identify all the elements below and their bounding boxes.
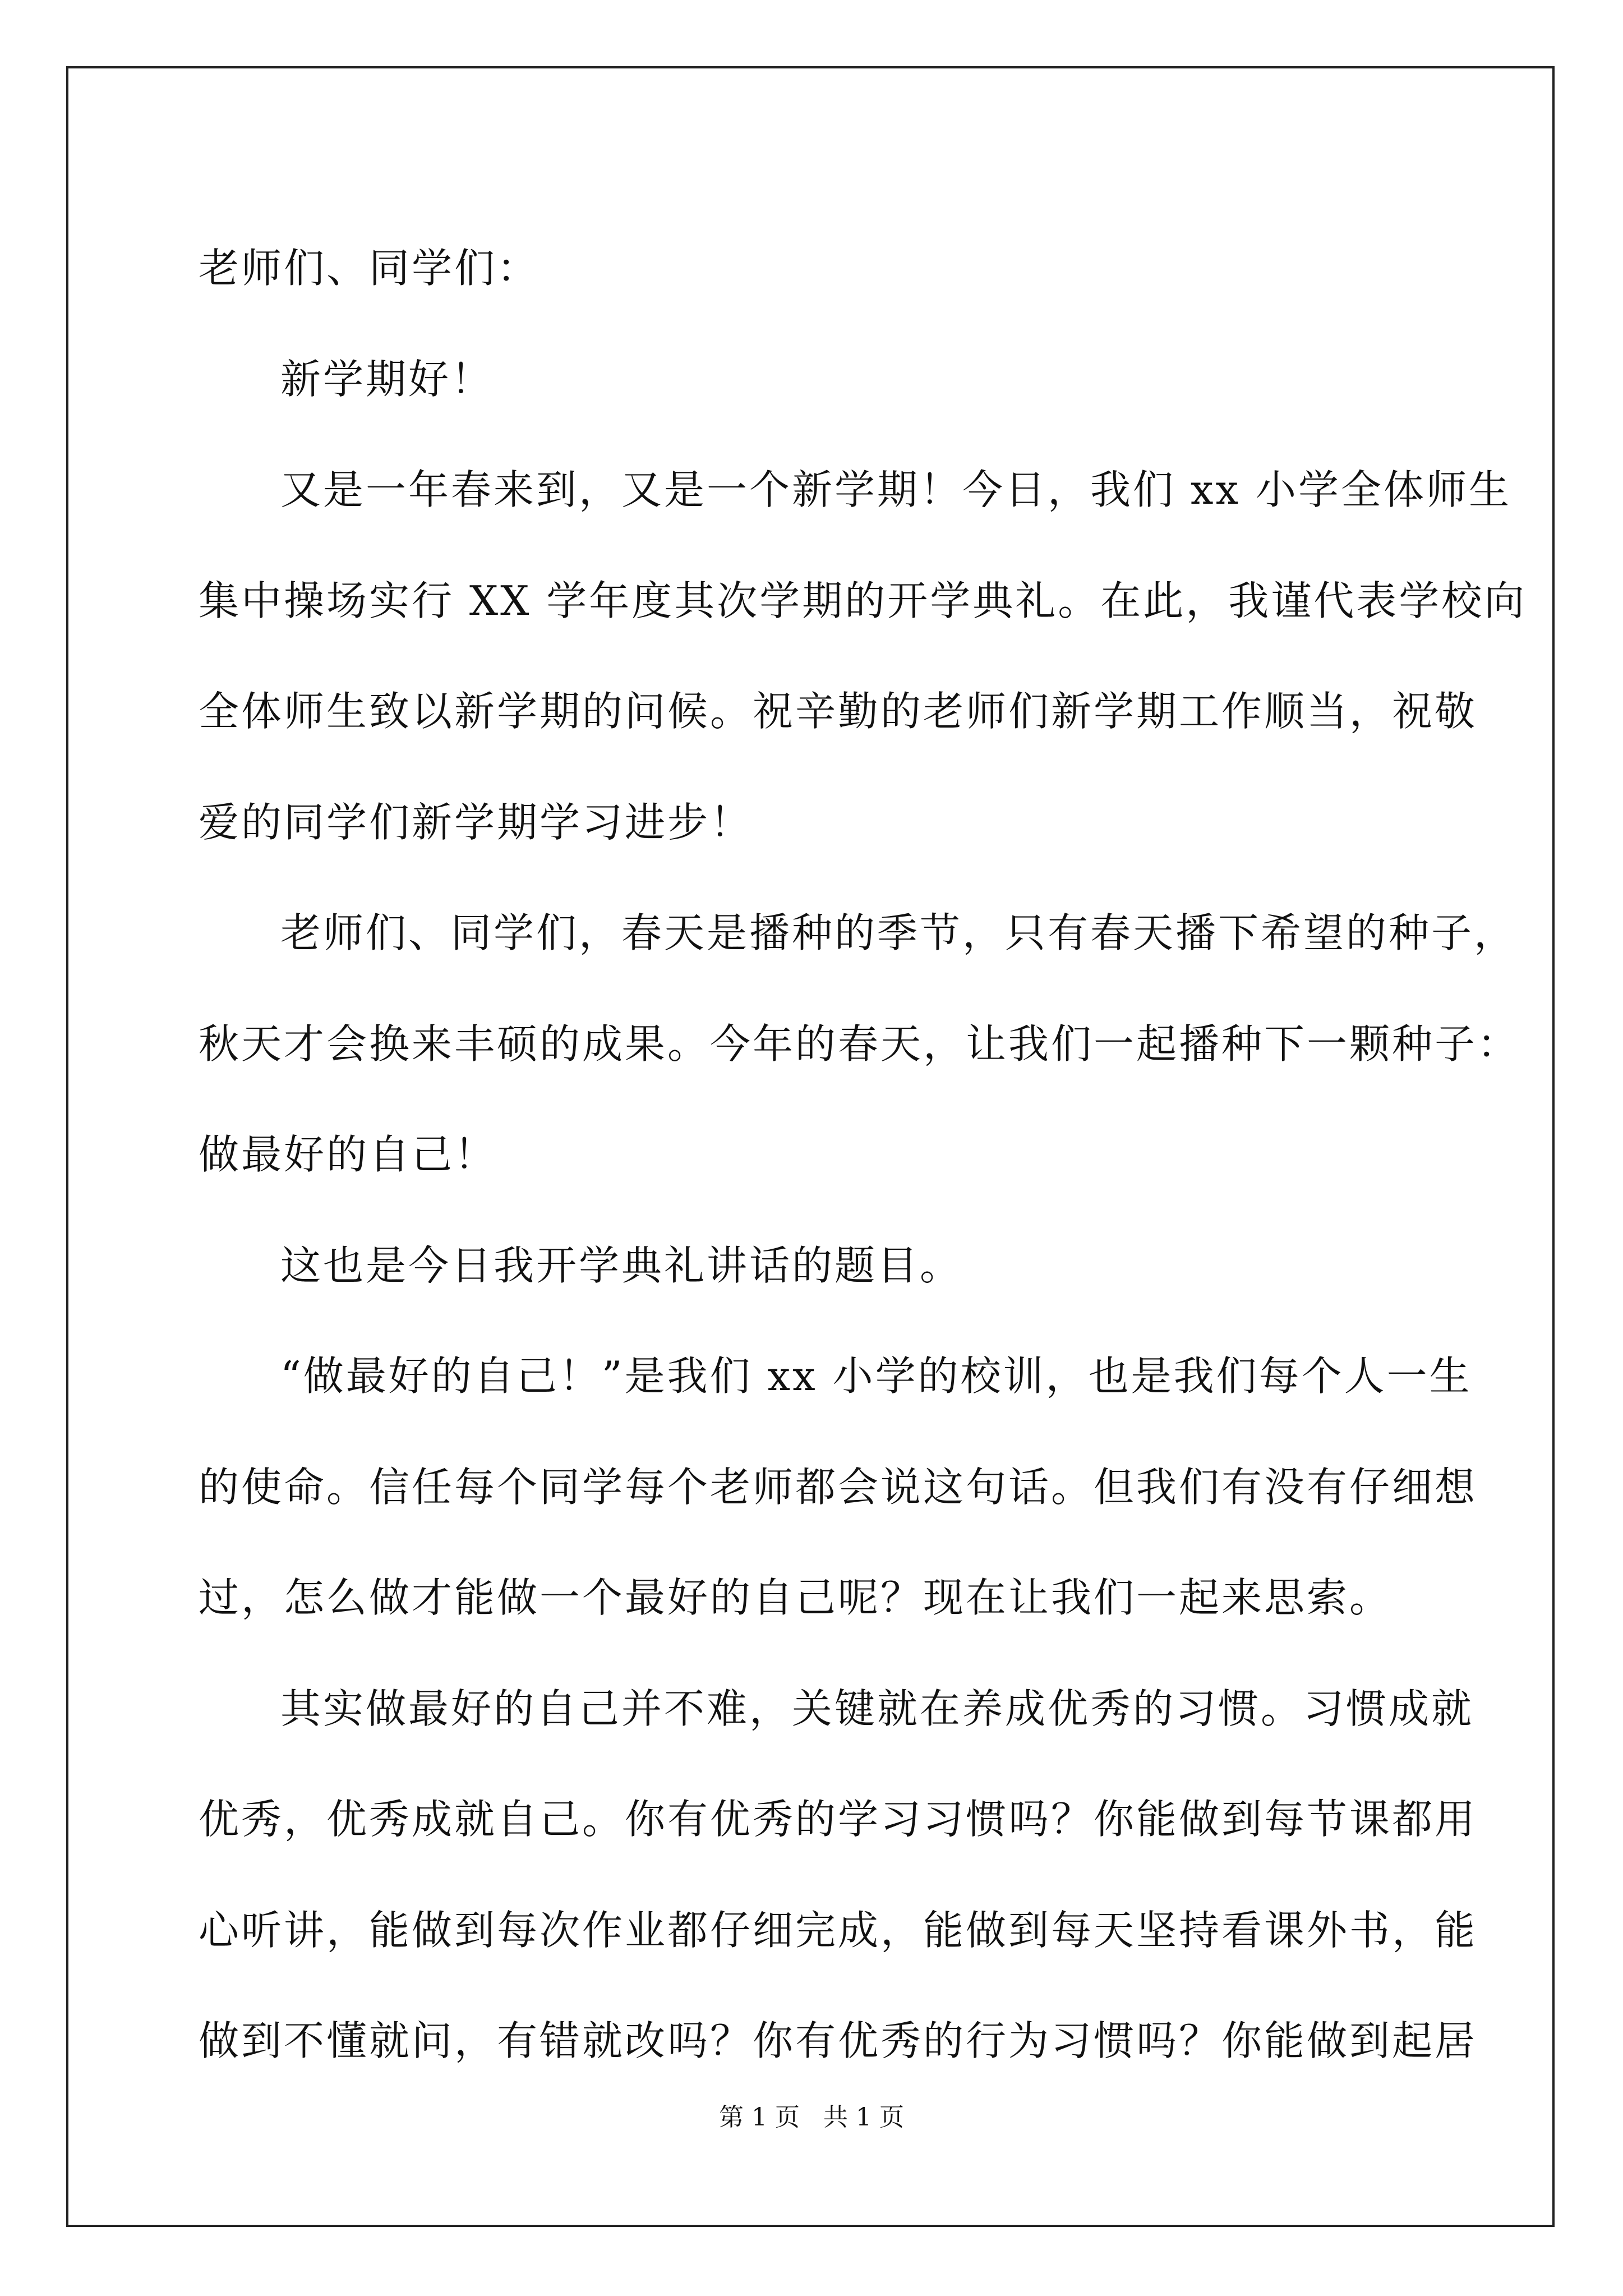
text-line: 又是一年春来到，又是一个新学期！今日，我们 xx 小学全体师生 [280, 466, 1511, 513]
document-body [199, 213, 1527, 2097]
text-line: “做最好的自己！”是我们 xx 小学的校训，也是我们每个人一生 [280, 1352, 1472, 1400]
page-footer: 第 1 页 共 1 页 [719, 2103, 904, 2132]
text-line: 优秀，优秀成就自己。你有优秀的学习习惯吗？你能做到每节课都用 [199, 1796, 1478, 1843]
text-line: 全体师生致以新学期的问候。祝辛勤的老师们新学期工作顺当，祝敬 [199, 688, 1478, 735]
text-line: 其实做最好的自己并不难，关键就在养成优秀的习惯。习惯成就 [280, 1685, 1474, 1732]
text-line: 老师们、同学们，春天是播种的季节，只有春天播下希望的种子， [280, 909, 1517, 956]
text-line: 心听讲，能做到每次作业都仔细完成，能做到每天坚持看课外书，能 [199, 1906, 1478, 1954]
text-line: 做到不懂就问，有错就改吗？你有优秀的行为习惯吗？你能做到起居 [199, 2017, 1478, 2064]
text-line: 集中操场实行 XX 学年度其次学期的开学典礼。在此，我谨代表学校向 [199, 577, 1527, 624]
salutation-line: 老师们、同学们： [199, 245, 540, 292]
text-line: 这也是今日我开学典礼讲话的题目。 [280, 1241, 963, 1289]
text-line: 的使命。信任每个同学每个老师都会说这句话。但我们有没有仔细想 [199, 1463, 1478, 1511]
text-line: 新学期好！ [280, 355, 494, 403]
text-line: 秋天才会换来丰硕的成果。今年的春天，让我们一起播种下一颗种子： [199, 1020, 1520, 1068]
text-line: 过，怎么做才能做一个最好的自己呢？现在让我们一起来思索。 [199, 1574, 1393, 1621]
text-line: 爱的同学们新学期学习进步！ [199, 798, 753, 846]
text-line: 做最好的自己！ [199, 1131, 497, 1178]
